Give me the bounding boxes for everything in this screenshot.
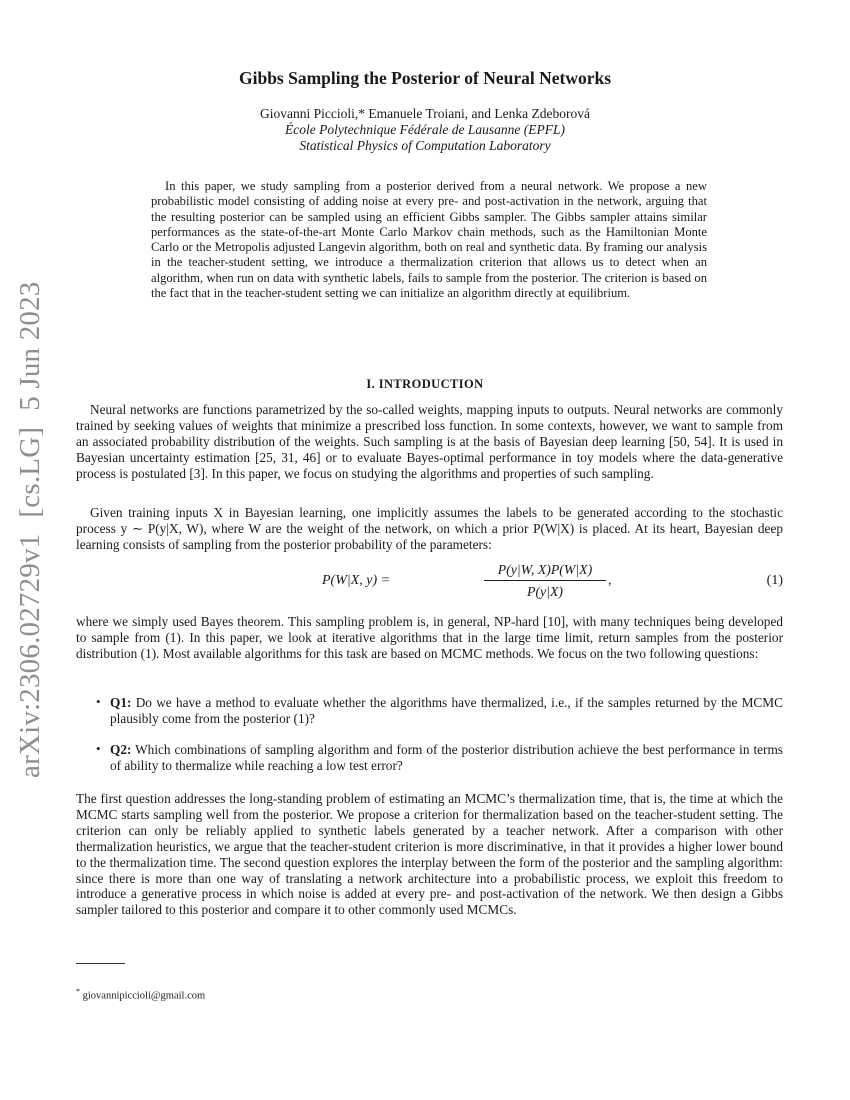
footnote-marker: * (76, 987, 80, 996)
affiliation-institution: École Polytechnique Fédérale de Lausanne (EPFL) (284, 122, 566, 137)
section-heading-introduction: I. INTRODUCTION (366, 377, 484, 391)
footnote (76, 987, 205, 1002)
footnote-rule (76, 963, 125, 964)
equation-denominator: P(y|X) (527, 584, 563, 599)
intro-paragraph-2: Given training inputs X in Bayesian learning, one implicitly assumes the labels to be generated according to the stochastic process y ∼ P(y|X, W), where W are the weight of the network, on which a prior P(W|X) is placed. At its heart, Bayesian deep learning consists of sampling from the posterior probability of the parameters: (76, 505, 783, 552)
bullet-icon: • (96, 694, 101, 709)
equation-1 (76, 561, 783, 603)
footnote-email: giovannipiccioli@gmail.com (82, 990, 206, 1002)
intro-paragraph-4: The first question addresses the long-standing problem of estimating an MCMC’s thermalization time, that is, the time at which the MCMC starts sampling well from the posterior. We propose a criterion for thermalization based on the teacher-student setting. The criterion can only be reliably applied to synthetic labels generated by a teacher network. After a comparison with other thermalization heuristics, we argue that the teacher-student criterion is more discriminative, in that it provides a higher lower bound to the thermalization time. The second question explores the interplay between the form of the posterior and the sampling algorithm: since there is more than one way of translating a network architecture into a probabilistic process, we exploit this freedom to introduce a generative process in which noise is added at every pre- and post-activation of the network. We then design a Gibbs sampler tailored to this posterior and compare it to other commonly used MCMCs. (76, 791, 783, 918)
author-list: Giovanni Piccioli,* Emanuele Troiani, and Lenka Zdeborová (260, 106, 590, 121)
affiliation-lab: Statistical Physics of Computation Laboratory (299, 138, 551, 153)
question-text (110, 695, 783, 727)
equation-numerator: P(y|W, X)P(W|X) (497, 562, 593, 577)
intro-paragraph-3: where we simply used Bayes theorem. This sampling problem is, in general, NP-hard [10], with many techniques being developed to sample from (1). In this paper, we look at iterative algorithms that in the large time limit, return samples from the posterior distribution (1). Most available algorithms for this task are based on MCMC methods. We focus on the two following questions: (76, 614, 783, 661)
question-item-q1 (96, 695, 783, 727)
arxiv-side-identifier (14, 265, 47, 778)
equation-lhs: P(W|X, y) = (322, 573, 391, 588)
bullet-icon: • (96, 741, 101, 756)
question-text (110, 742, 783, 774)
question-label: Q2: (110, 742, 132, 757)
arxiv-date: 5 Jun 2023 (14, 281, 46, 411)
fraction-bar (484, 580, 606, 581)
equation-number: (1) (766, 573, 783, 588)
abstract: In this paper, we study sampling from a posterior derived from a neural network. We propose a new probabilistic model consisting of adding noise at every pre- and post-activation in the network, arguing that the resulting posterior can be sampled using an efficient Gibbs sampler. The Gibbs sampler attains similar performances as the state-of-the-art Monte Carlo Markov chain methods, such as the Hamiltonian Monte Carlo or the Metropolis adjusted Langevin algorithm, both on real and synthetic data. By framing our analysis in the teacher-student setting, we introduce a thermalization criterion that allows us to detect when an algorithm, when run on data with synthetic labels, fails to sample from the posterior. The criterion is based on the fact that in the teacher-student setting we can initialize an algorithm directly at equilibrium. (151, 179, 707, 301)
question-body: Which combinations of sampling algorithm and form of the posterior distribution achieve the best performance in terms of ability to thermalize while reaching a low test error? (110, 742, 783, 773)
intro-paragraph-1: Neural networks are functions parametrized by the so-called weights, mapping inputs to outputs. Neural networks are commonly trained by seeking values of weights that minimize a prescribed loss function. In some contexts, however, we want to sample from an associated probability distribution of the weights. Such sampling is at the basis of Bayesian deep learning [50, 54]. It is used in Bayesian uncertainty estimation [25, 31, 46] or to evaluate Bayes-optimal performance in toy models where the data-generative process is postulated [3]. In this paper, we focus on studying the algorithms and properties of such sampling. (76, 402, 783, 481)
paper-title: Gibbs Sampling the Posterior of Neural Networks (238, 68, 612, 88)
question-item-q2 (96, 742, 783, 774)
author-block (0, 106, 850, 154)
arxiv-category: [cs.LG] (14, 426, 46, 518)
equation-comma: , (608, 573, 612, 588)
question-body: Do we have a method to evaluate whether the algorithms have thermalized, i.e., if the samples returned by the MCMC plausibly come from the posterior (1)? (110, 695, 783, 726)
arxiv-id: arXiv:2306.02729v1 (14, 533, 46, 778)
equation-fraction (484, 561, 606, 600)
question-label: Q1: (110, 695, 132, 710)
